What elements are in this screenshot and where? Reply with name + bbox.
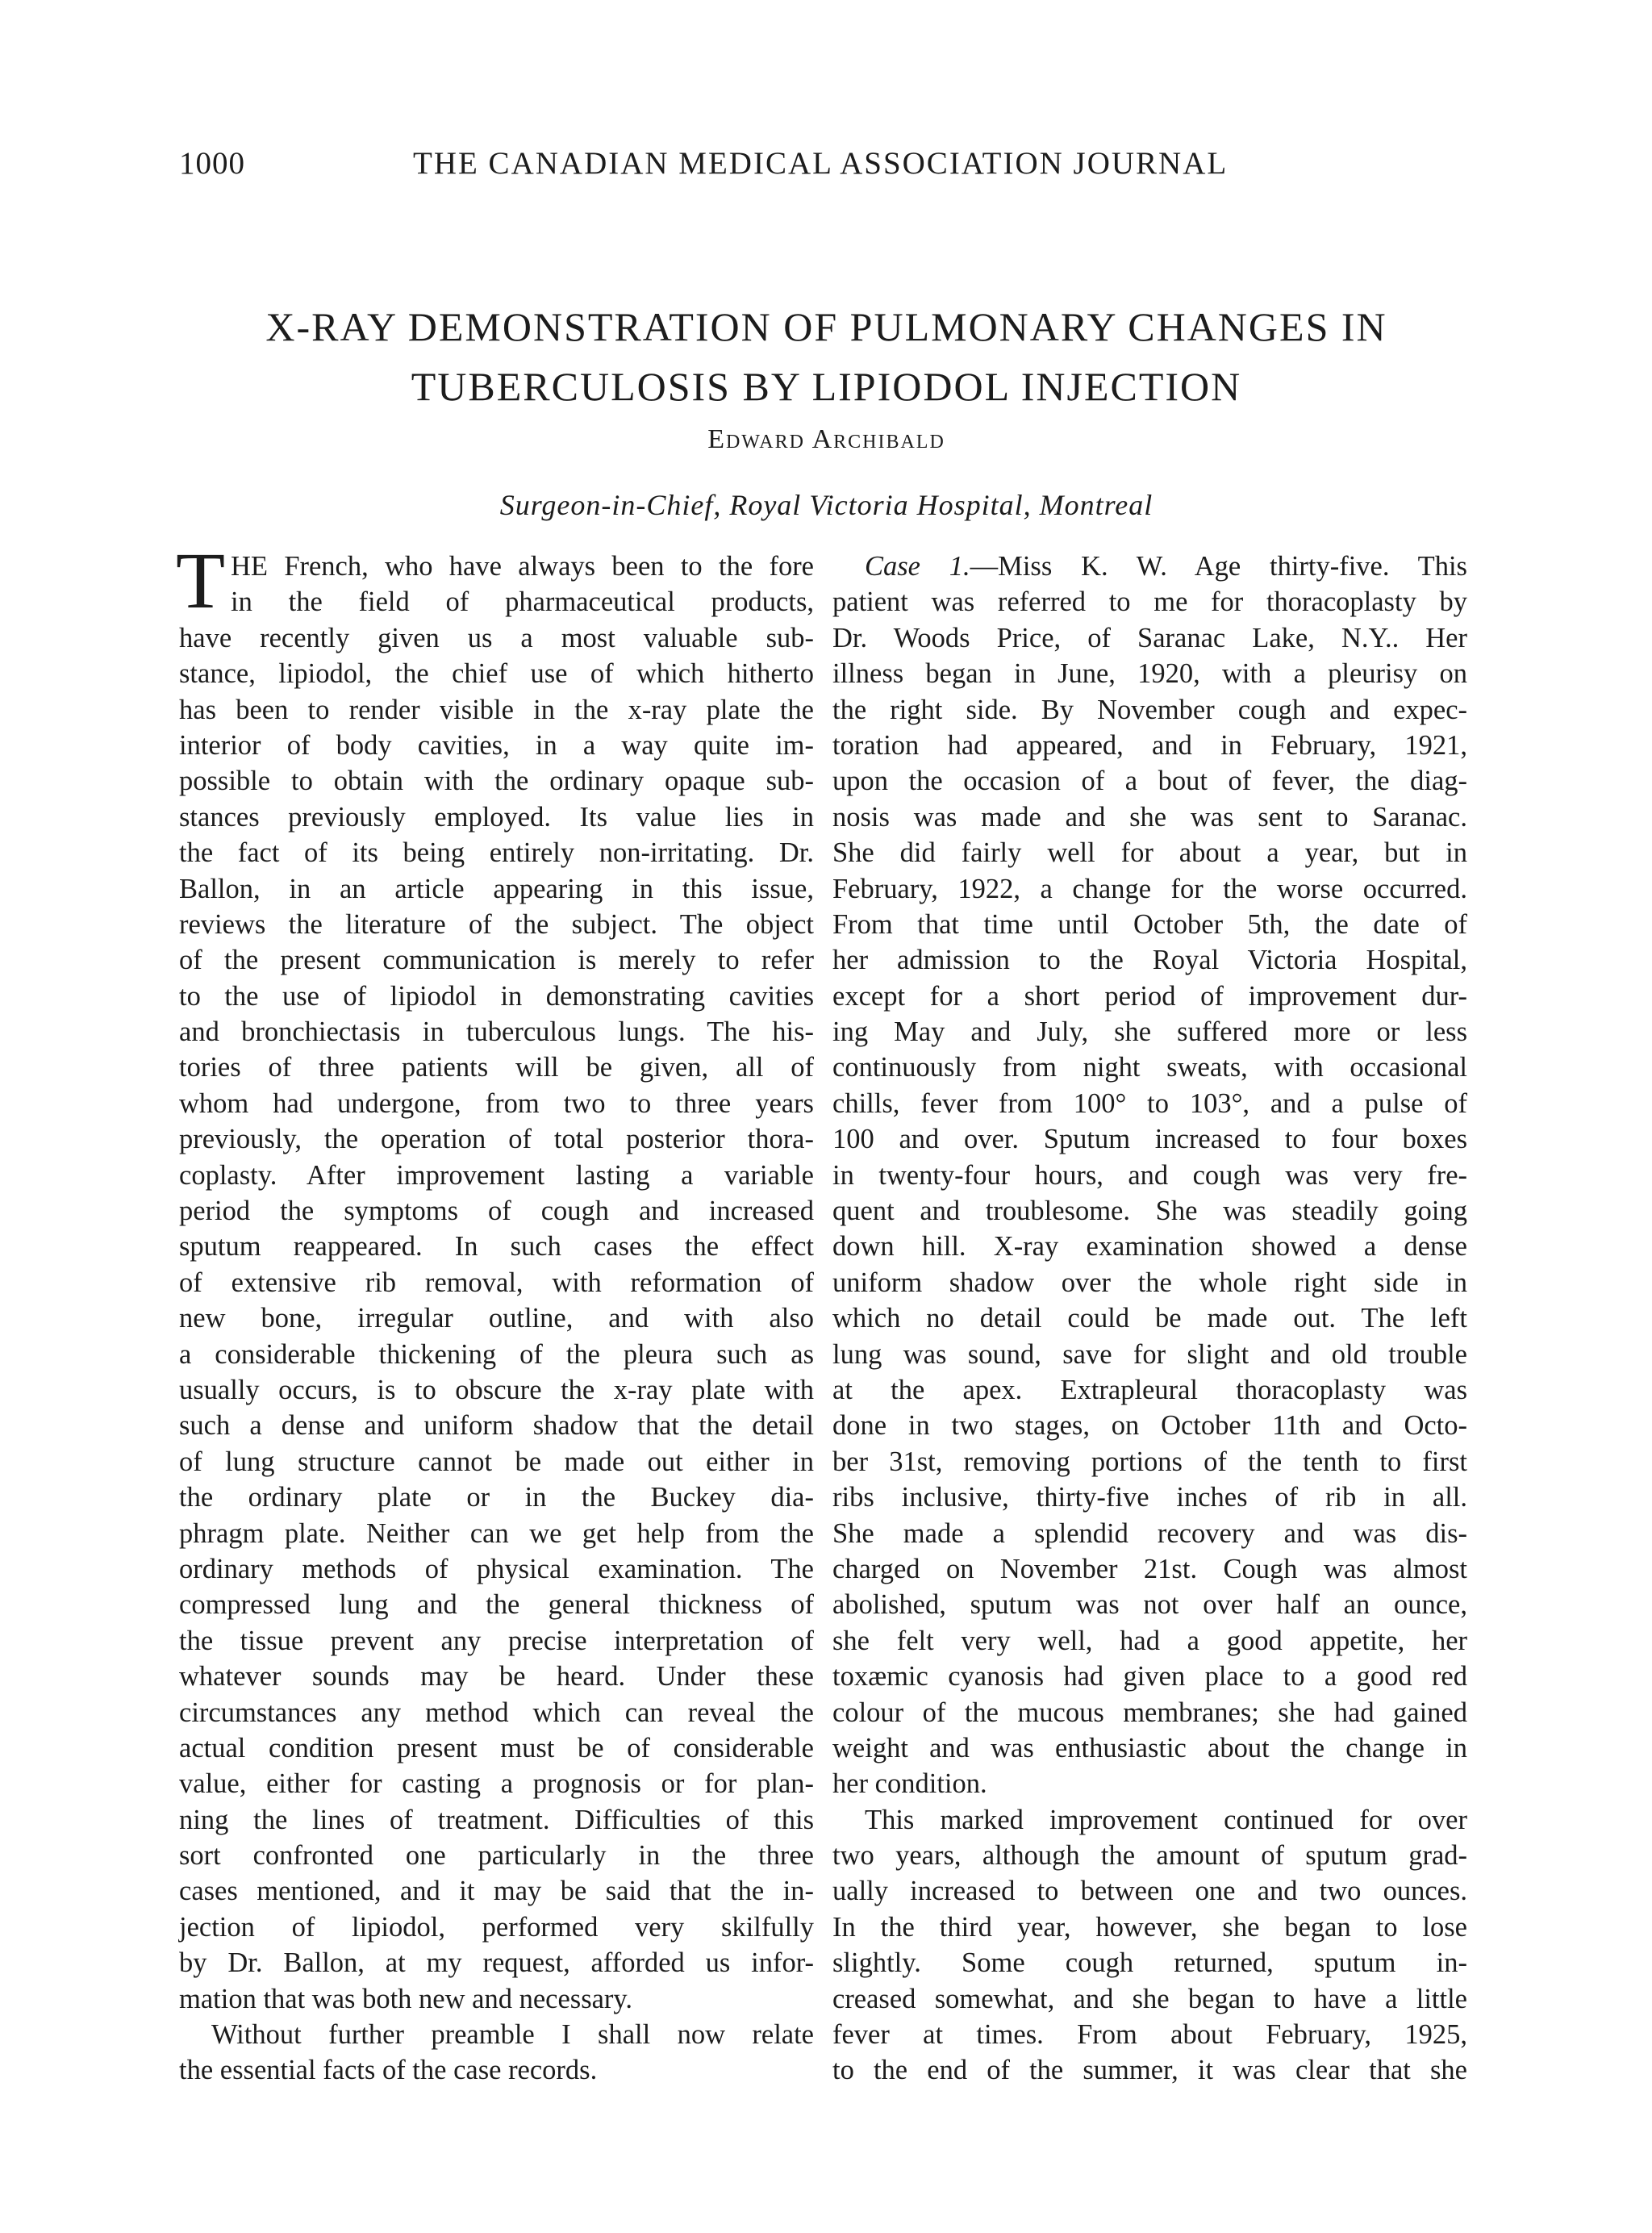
text-line: jection of lipiodol, performed very skilfully [179, 1911, 814, 1943]
text-line: ning the lines of treatment. Difficulties of this [179, 1804, 814, 1835]
text-line: her admission to the Royal Victoria Hospital, [832, 945, 1467, 976]
text-line: Ballon, in an article appearing in this issue, [179, 873, 814, 904]
title-line: X-RAY DEMONSTRATION OF PULMONARY CHANGES IN [265, 304, 1387, 349]
text-line: upon the occasion of a bout of fever, the diag- [832, 766, 1467, 797]
right-column [832, 549, 1467, 2089]
title-line: TUBERCULOSIS BY LIPIODOL INJECTION [411, 364, 1242, 409]
text-line: phragm plate. Neither can we get help from the [179, 1517, 814, 1549]
text-line: This marked improvement continued for over [865, 1804, 1467, 1835]
text-line: stance, lipiodol, the chief use of which hitherto [179, 658, 814, 690]
text-line: the essential facts of the case records. [179, 2055, 598, 2086]
text-line: and bronchiectasis in tuberculous lungs. The his- [179, 1016, 814, 1048]
text-line: in twenty-four hours, and cough was very fre- [832, 1159, 1467, 1191]
text-line: to the end of the summer, it was clear that she [832, 2055, 1467, 2086]
text-line: the tissue prevent any precise interpretation of [179, 1625, 814, 1656]
text-line: creased somewhat, and she began to have a little [832, 1983, 1467, 2014]
text-line: lung was sound, save for slight and old trouble [832, 1338, 1467, 1370]
text-line: circumstances any method which can reveal the [179, 1697, 814, 1728]
running-head [179, 145, 1474, 194]
article-title [179, 297, 1474, 416]
text-line: actual condition present must be of considerable [179, 1732, 814, 1763]
text-line: has been to render visible in the x-ray plate the [179, 694, 814, 725]
text-line: illness began in June, 1920, with a pleurisy on [832, 658, 1467, 690]
text-line: her condition. [832, 1768, 987, 1800]
text-line: uniform shadow over the whole right side in [832, 1267, 1467, 1298]
journal-title: THE CANADIAN MEDICAL ASSOCIATION JOURNAL [413, 146, 1229, 181]
text-line: whom had undergone, from two to three years [179, 1087, 814, 1119]
text-line: she felt very well, had a good appetite, her [832, 1625, 1467, 1656]
text-line: the fact of its being entirely non-irritating. Dr. [179, 837, 814, 869]
text-line: except for a short period of improvement dur- [832, 980, 1467, 1012]
text-line: two years, although the amount of sputum grad- [832, 1840, 1467, 1872]
text-line: —Miss K. W. Age thirty-five. This [970, 551, 1467, 582]
text-line: She made a splendid recovery and was dis- [832, 1517, 1467, 1549]
text-line: whatever sounds may be heard. Under these [179, 1661, 814, 1692]
text-line: patient was referred to me for thoracoplasty by [832, 586, 1467, 618]
text-line: at the apex. Extrapleural thoracoplasty was [832, 1374, 1467, 1405]
page-number: 1000 [179, 146, 245, 181]
text-line: stances previously employed. Its value lies in [179, 801, 814, 833]
text-line: nosis was made and she was sent to Saranac. [832, 801, 1467, 833]
text-line: ing May and July, she suffered more or less [832, 1016, 1467, 1048]
text-line: ber 31st, removing portions of the tenth to first [832, 1446, 1467, 1477]
left-column [176, 536, 814, 2089]
text-line: weight and was enthusiastic about the change in [832, 1732, 1467, 1763]
drop-cap: T [176, 536, 226, 625]
text-line: of the present communication is merely to refer [179, 945, 814, 976]
text-line: interior of body cavities, in a way quite im- [179, 729, 814, 761]
text-line: down hill. X-ray examination showed a dense [832, 1231, 1467, 1263]
author-affiliation: Surgeon-in-Chief, Royal Victoria Hospital, Montreal [499, 489, 1153, 521]
text-line: cases mentioned, and it may be said that the in- [179, 1876, 814, 1907]
text-line: fever at times. From about February, 1925, [832, 2019, 1467, 2051]
text-line: chills, fever from 100° to 103°, and a pulse of [832, 1087, 1467, 1119]
text-line: 100 and over. Sputum increased to four boxes [832, 1124, 1467, 1155]
text-line: coplasty. After improvement lasting a variable [179, 1159, 814, 1191]
text-line: charged on November 21st. Cough was almost [832, 1553, 1467, 1584]
text-line: possible to obtain with the ordinary opaque sub- [179, 766, 814, 797]
text-line: tories of three patients will be given, all of [179, 1052, 814, 1083]
text-line: usually occurs, is to obscure the x-ray plate with [179, 1374, 814, 1405]
text-line: the ordinary plate or in the Buckey dia- [179, 1482, 814, 1513]
text-line: HE French, who have always been to the fore [231, 551, 814, 582]
text-line: colour of the mucous membranes; she had gained [832, 1697, 1467, 1728]
text-line: sort confronted one particularly in the three [179, 1840, 814, 1872]
text-line: Without further preamble I shall now relate [211, 2019, 814, 2051]
text-line: such a dense and uniform shadow that the detail [179, 1410, 814, 1442]
text-line: toration had appeared, and in February, 1921, [832, 729, 1467, 761]
text-line: ually increased to between one and two ounces. [832, 1876, 1467, 1907]
text-line: which no detail could be made out. The left [832, 1303, 1467, 1334]
text-line: to the use of lipiodol in demonstrating cavities [179, 980, 814, 1012]
text-line: period the symptoms of cough and increased [179, 1196, 814, 1227]
text-line: abolished, sputum was not over half an ounce, [832, 1589, 1467, 1621]
text-line: reviews the literature of the subject. The object [179, 908, 814, 940]
text-line: the right side. By November cough and expec- [832, 694, 1467, 725]
text-line: sputum reappeared. In such cases the effect [179, 1231, 814, 1263]
text-line: She did fairly well for about a year, but in [832, 837, 1467, 869]
text-line: value, either for casting a prognosis or for plan- [179, 1768, 814, 1800]
text-line: February, 1922, a change for the worse occurred. [832, 873, 1467, 904]
case-label: Case 1. [865, 551, 970, 582]
text-line: of extensive rib removal, with reformation of [179, 1267, 814, 1298]
text-line: a considerable thickening of the pleura such as [179, 1338, 814, 1370]
author-name: Edward Archibald [707, 424, 945, 454]
text-line: toxæmic cyanosis had given place to a good red [832, 1661, 1467, 1692]
text-line: Dr. Woods Price, of Saranac Lake, N.Y.. Her [832, 622, 1467, 653]
text-line: continuously from night sweats, with occasional [832, 1052, 1467, 1083]
text-line: in the field of pharmaceutical products, [231, 586, 814, 618]
case-heading-line [832, 549, 1467, 584]
text-line: From that time until October 5th, the date of [832, 908, 1467, 940]
text-line: ribs inclusive, thirty-five inches of rib in all. [832, 1482, 1467, 1513]
text-line: ordinary methods of physical examination. The [179, 1553, 814, 1584]
text-line: quent and troublesome. She was steadily going [832, 1196, 1467, 1227]
text-line: previously, the operation of total posterior thora- [179, 1124, 814, 1155]
text-line: mation that was both new and necessary. [179, 1983, 633, 2014]
text-line: have recently given us a most valuable sub- [179, 622, 814, 653]
text-line: by Dr. Ballon, at my request, afforded us infor- [179, 1947, 814, 1979]
text-line: slightly. Some cough returned, sputum in- [832, 1947, 1467, 1979]
text-line: of lung structure cannot be made out either in [179, 1446, 814, 1477]
text-line: new bone, irregular outline, and with also [179, 1303, 814, 1334]
text-line: done in two stages, on October 11th and Octo- [832, 1410, 1467, 1442]
text-line: In the third year, however, she began to lose [832, 1911, 1467, 1943]
text-line: compressed lung and the general thickness of [179, 1589, 814, 1621]
